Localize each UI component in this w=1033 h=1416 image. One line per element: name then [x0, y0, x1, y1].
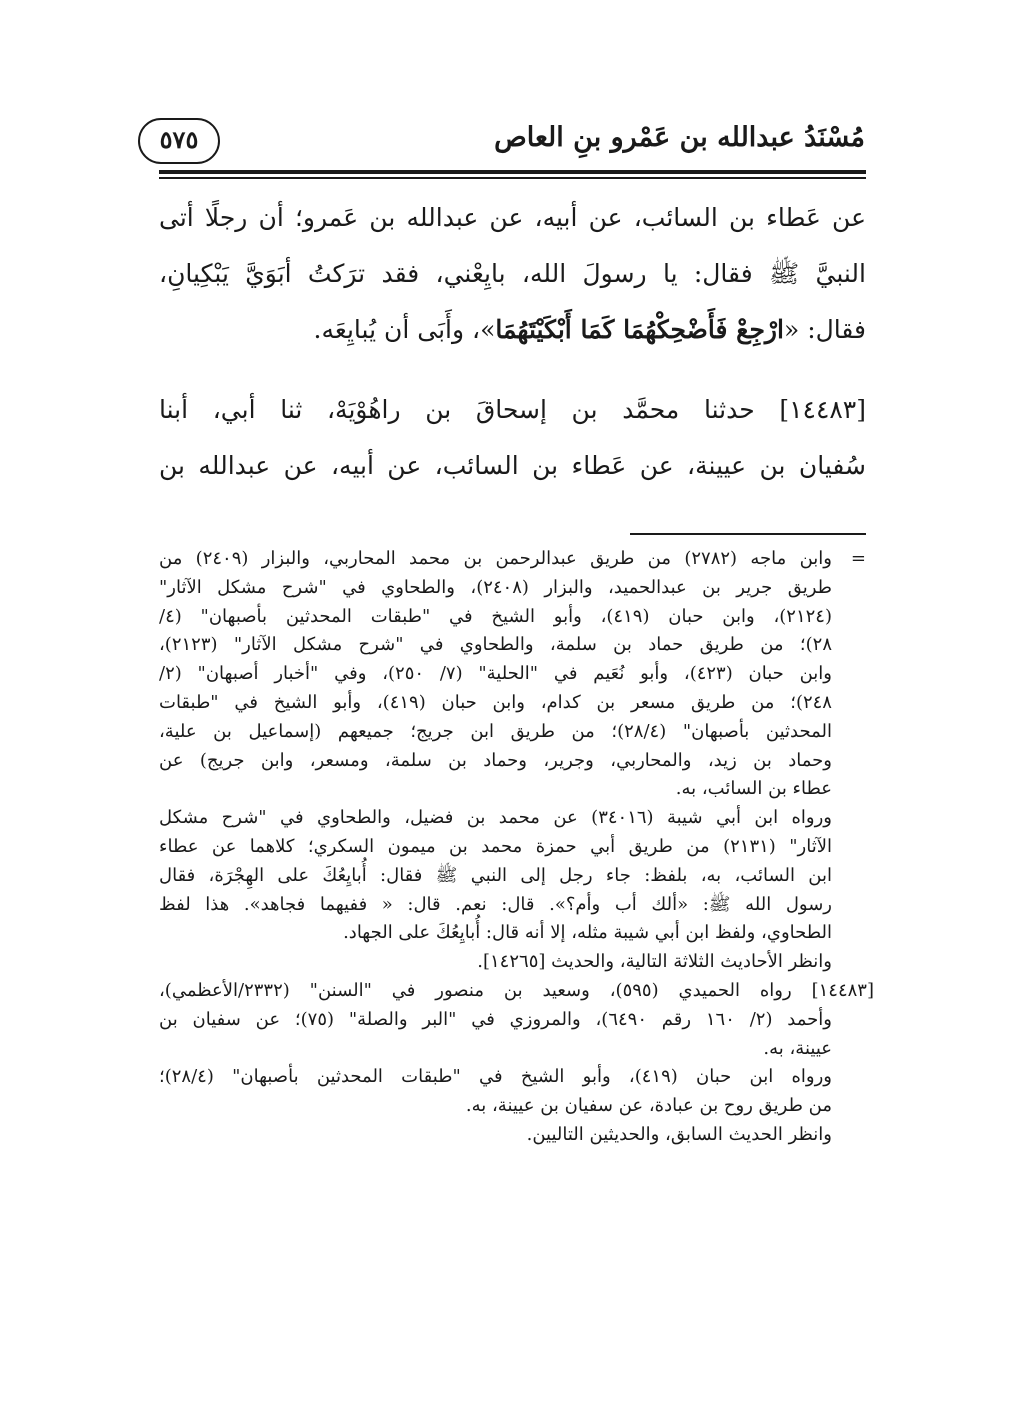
footnote-line-text: وابن حبان (٤٢٣)، وأبو نُعَيم في "الحلية" (٧/ ٢٥٠)، وفي "أخبار أصبهان" (٢/	[159, 663, 832, 685]
footnote-line	[159, 1092, 874, 1121]
footnote-line	[159, 862, 874, 891]
footnote-line	[159, 747, 874, 776]
footnote-line-text: ٢٤٨)؛ من طريق مسعر بن كدام، وابن حبان (٤١٩)، وأبو الشيخ في "طبقات	[159, 691, 832, 713]
footnote-line-text: وابن ماجه (٢٧٨٢) من طريق عبدالرحمن بن محمد المحاربي، والبزار (٢٤٠٩) من	[159, 548, 833, 569]
footnote-line-text: وحماد بن زيد، والمحاربي، وجرير، وحماد بن سلمة، ومسعر، وابن جريج) عن	[159, 749, 832, 771]
main-line-3	[159, 302, 866, 358]
footnote-line	[159, 1035, 874, 1064]
footnote-line-text: من طريق روح بن عبادة، عن سفيان بن عيينة، به.	[465, 1095, 832, 1117]
footnote-line-text: ورواه ابن حبان (٤١٩)، وأبو الشيخ في "طبقات المحدثين بأصبهان" (٢٨/٤)؛	[159, 1066, 832, 1088]
footnote-line-text: طريق جرير بن عبدالحميد، والبزار (٢٤٠٨)، والطحاوي في "شرح مشكل الآثار"	[159, 576, 832, 598]
main-text	[159, 190, 866, 494]
footnote-line	[159, 804, 874, 833]
footnote-line-text: [١٤٤٨٣] رواه الحميدي (٥٩٥)، وسعيد بن منصور في "السنن" (٢٣٣٢/الأعظمي)،	[159, 979, 874, 1001]
running-header-title: مُسْنَدُ عبدالله بن عَمْرو بنِ العاص	[494, 122, 865, 153]
main-line-3-prefix: فقال: «	[783, 315, 866, 344]
page-number-badge: ٥٧٥	[138, 118, 220, 164]
hadith-line-2: سُفيان بن عيينة، عن عَطاء بن السائب، عن أبيه، عن عبدالله بن	[159, 451, 866, 480]
footnote-line	[159, 631, 874, 660]
footnote-line	[159, 1121, 874, 1150]
footnote-line	[159, 919, 874, 948]
footnote-line	[159, 689, 874, 718]
footnote-line	[159, 718, 874, 747]
prophetic-saying: ارْجِعْ فَأَضْحِكْهُمَا كَمَا أَبْكَيْتَهُمَا	[495, 315, 784, 344]
footnote-line-text: المحدثين بأصبهان" (٢٨/٤)؛ من طريق ابن جريج؛ جميعهم (إسماعيل بن علية،	[159, 720, 832, 742]
footnote-line-text: (٢١٢٤)، وابن حبان (٤١٩)، وأبو الشيخ في "طبقات المحدثين بأصبهان" (٤/	[159, 605, 832, 627]
footnotes	[159, 545, 874, 1150]
footnote-line-text: الطحاوي، ولفظ ابن أبي شيبة مثله، إلا أنه قال: أُبايِعُكَ على الجهاد.	[343, 922, 832, 944]
footnote-line	[159, 977, 874, 1006]
footnote-line-text: عطاء بن السائب، به.	[675, 778, 832, 800]
main-line-2: النبيَّ ﷺ فقال: يا رسولَ الله، بايِعْني، فقد ترَكتُ أبَوَيَّ يَبْكِيانِ،	[159, 259, 866, 288]
footnote-line	[159, 948, 874, 977]
footnote-line-text: وانظر الحديث السابق، والحديثين التاليين.	[526, 1123, 832, 1145]
footnote-line	[159, 603, 874, 632]
main-line-1: عن عَطاء بن السائب، عن أبيه، عن عبدالله بن عَمرو؛ أن رجلًا أتى	[159, 203, 866, 232]
footnote-line-text: ٢٨)؛ من طريق حماد بن سلمة، والطحاوي في "شرح مشكل الآثار" (٢١٢٣)،	[159, 634, 832, 656]
footnote-line	[159, 1063, 874, 1092]
footnote-separator	[630, 533, 866, 535]
footnote-line	[159, 545, 874, 574]
hadith-line-1: [١٤٤٨٣] حدثنا محمَّد بن إسحاقَ بن راهُوْيَهْ، ثنا أبي، أبنا	[159, 395, 866, 424]
footnote-line-text: وأحمد (٢/ ١٦٠ رقم ٦٤٩٠)، والمروزي في "البر والصلة" (٧٥)؛ عن سفيان بن	[159, 1008, 832, 1030]
footnote-line	[159, 1006, 874, 1035]
footnote-line	[159, 775, 874, 804]
footnote-line-text: وانظر الأحاديث الثلاثة التالية، والحديث [١٤٢٦٥].	[477, 951, 832, 973]
footnote-line-text: ابن السائب، به، بلفظ: جاء رجل إلى النبي ﷺ فقال: أُبايِعُكَ على الهِجْرَة، فقال	[159, 864, 832, 886]
footnote-line	[159, 833, 874, 862]
main-line-3-suffix: »، وأَبَى أن يُبايِعَه.	[313, 315, 496, 344]
footnote-line-text: الآثار" (٢١٣١) من طريق أبي حمزة محمد بن ميمون السكري؛ كلاهما عن عطاء	[159, 835, 832, 857]
footnote-line-text: رسول الله ﷺ: «ألك أب وأم؟». قال: نعم. قال: « ففيهما فجاهد». هذا لفظ	[159, 893, 832, 915]
footnote-line-text: ورواه ابن أبي شيبة (٣٤٠١٦) عن محمد بن فضيل، والطحاوي في "شرح مشكل	[159, 807, 832, 829]
footnote-line-text: عيينة، به.	[763, 1037, 832, 1059]
header-rule-thin	[159, 177, 866, 179]
footnote-line	[159, 891, 874, 920]
footnote-line	[159, 660, 874, 689]
continuation-mark: =	[850, 548, 866, 569]
footnote-line	[159, 574, 874, 603]
paragraph-gap	[159, 358, 866, 382]
header-rule-thick	[159, 170, 866, 174]
